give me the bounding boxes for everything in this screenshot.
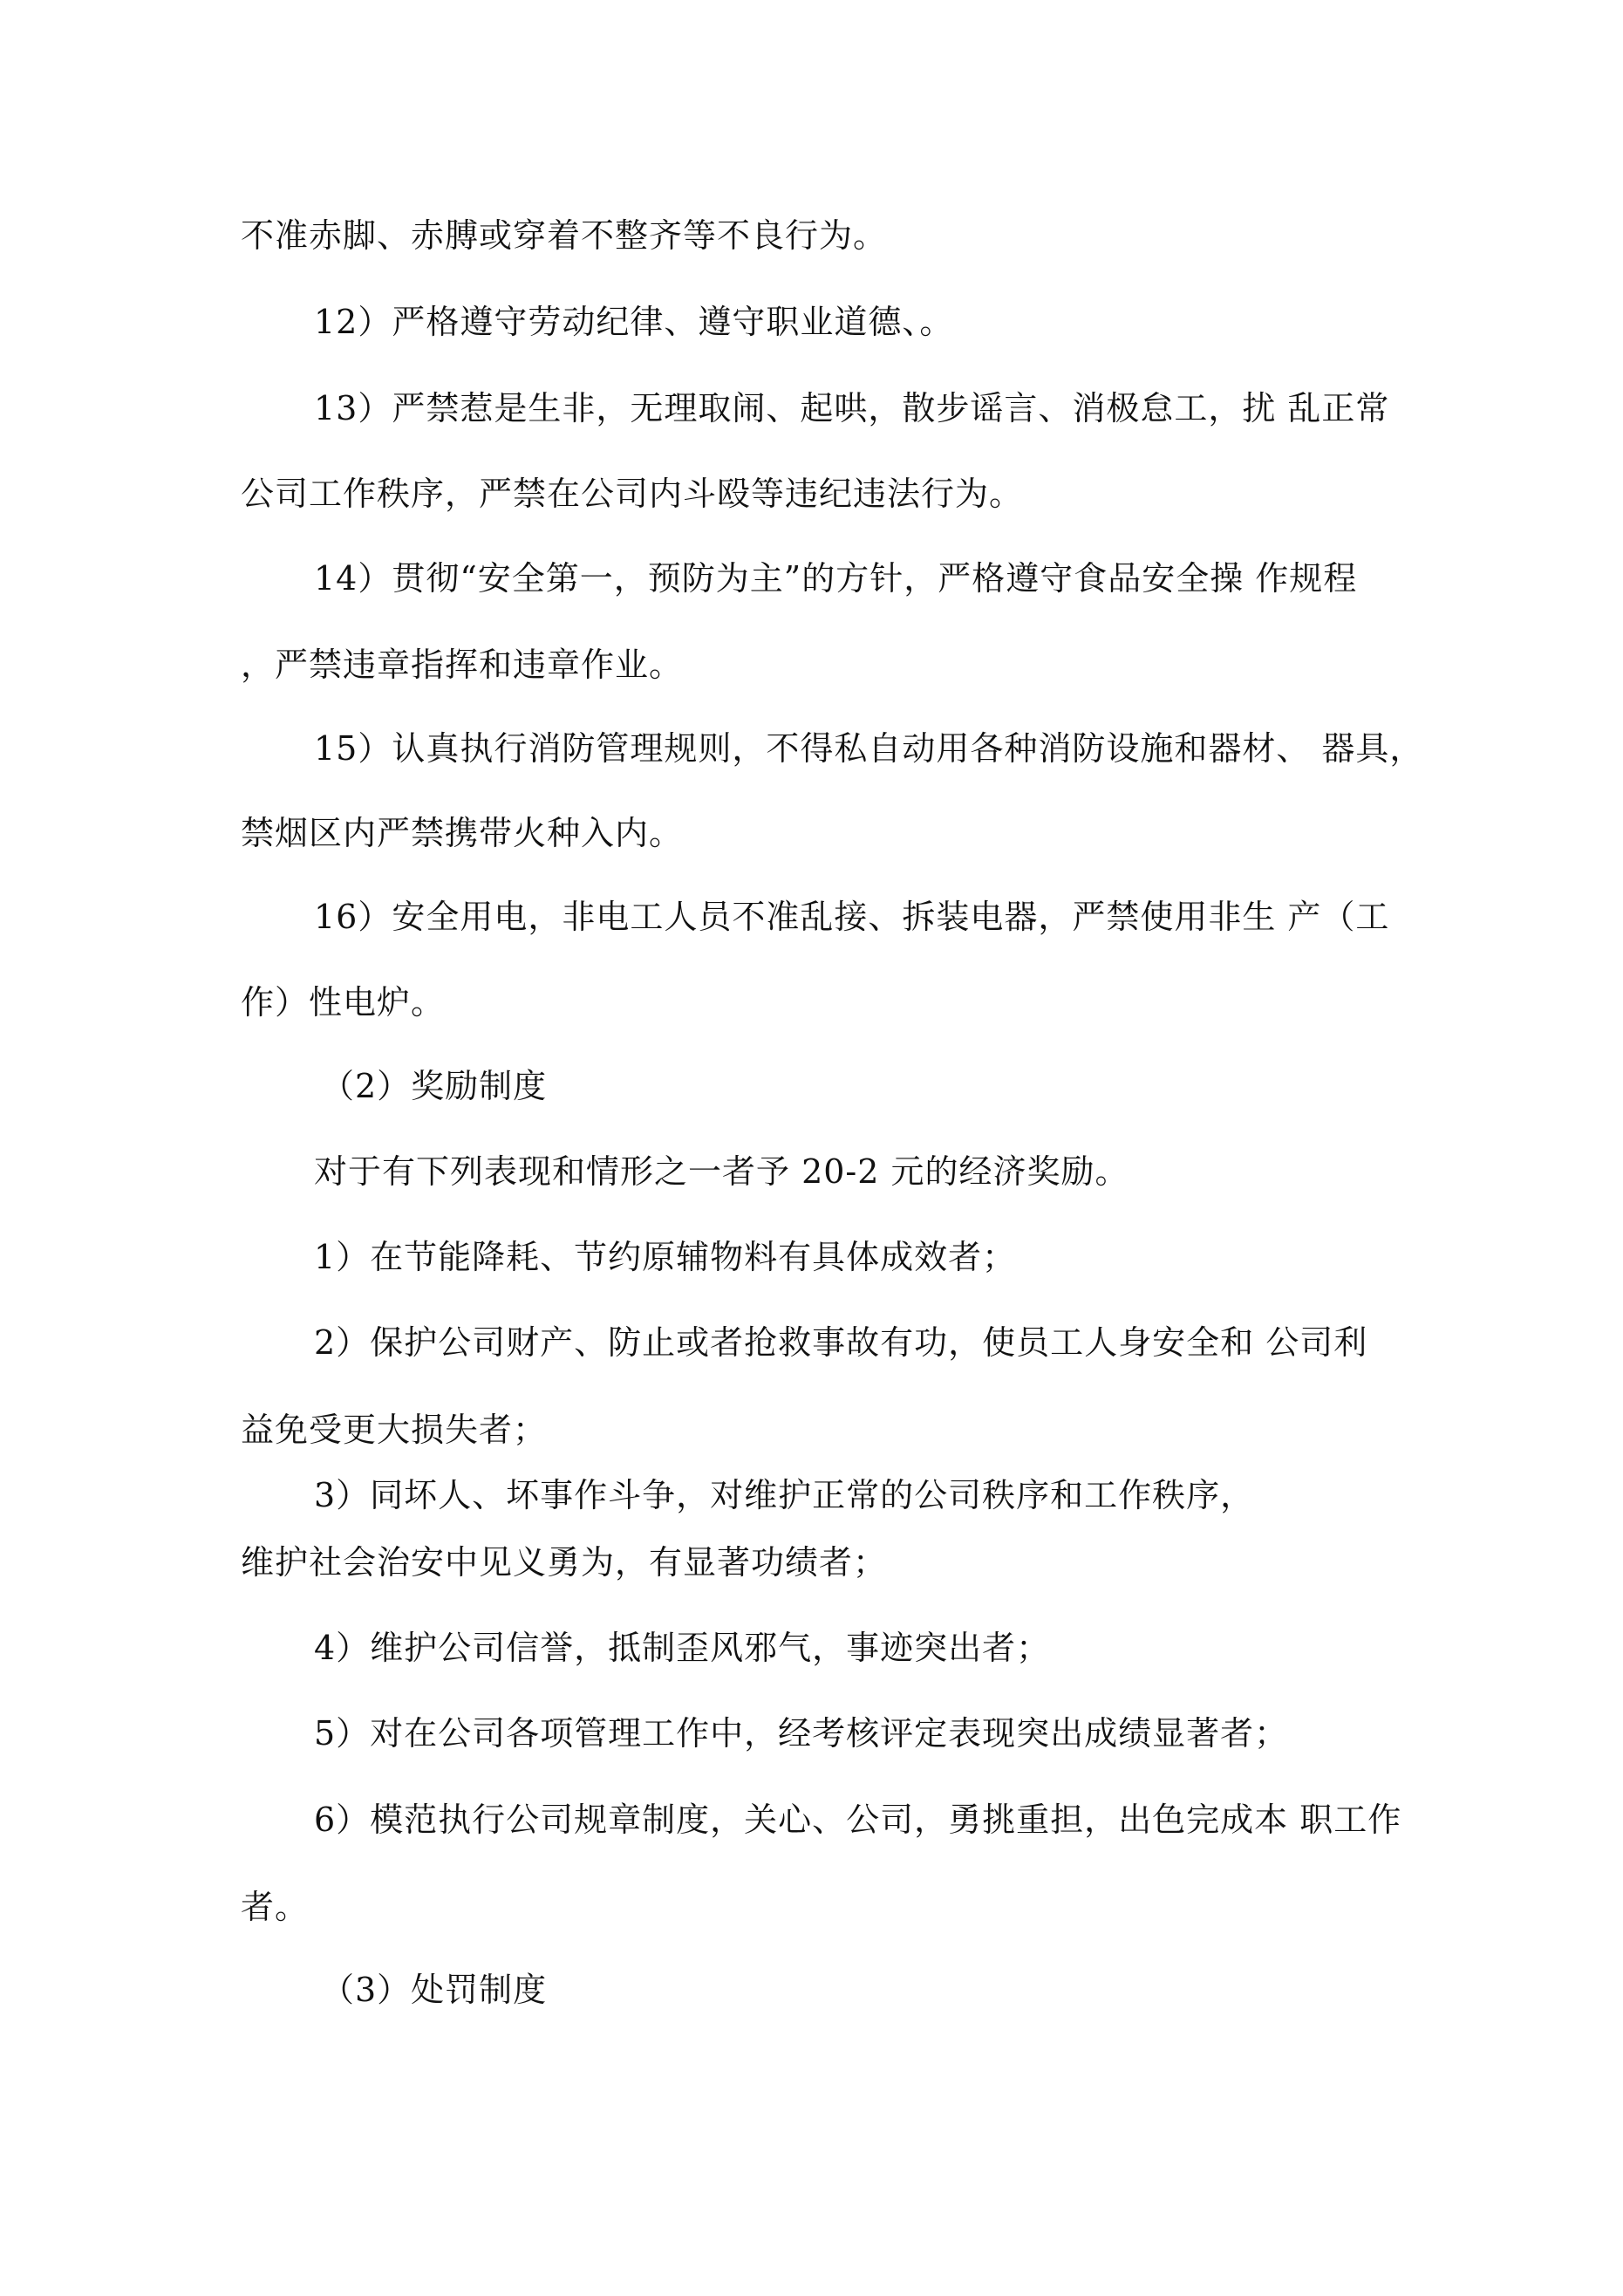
text-line-7: 15）认真执行消防管理规则，不得私自动用各种消防设施和器材、 器具， [314, 729, 1424, 768]
text-line-17: 维护社会治安中见义勇为，有显著功绩者； [241, 1543, 888, 1582]
text-line-1: 不准赤脚、赤膊或穿着不整齐等不良行为。 [241, 216, 888, 255]
text-line-19: 5）对在公司各项管理工作中，经考核评定表现突出成绩显著者； [314, 1714, 1289, 1753]
text-line-9: 16）安全用电，非电工人员不准乱接、拆装电器，严禁使用非生 产（工 [314, 898, 1390, 936]
text-line-12: 对于有下列表现和情形之一者予 20-2 元的经济奖励。 [314, 1152, 1129, 1191]
text-line-10: 作）性电炉。 [241, 983, 446, 1022]
section-heading-reward: （2）奖励制度 [321, 1067, 548, 1105]
text-line-3: 13）严禁惹是生非，无理取闹、起哄，散步谣言、消极怠工，扰 乱正常 [314, 389, 1390, 427]
text-line-6: ，严禁违章指挥和违章作业。 [241, 646, 684, 684]
text-line-2: 12）严格遵守劳动纪律、遵守职业道德、。 [314, 303, 954, 341]
text-line-15: 益免受更大损失者； [241, 1411, 548, 1449]
text-line-14: 2）保护公司财产、防止或者抢救事故有功，使员工人身安全和 公司利 [314, 1323, 1368, 1362]
text-line-18: 4）维护公司信誉，抵制歪风邪气，事迹突出者； [314, 1629, 1051, 1667]
text-line-13: 1）在节能降耗、节约原辅物料有具体成效者； [314, 1238, 1017, 1276]
text-line-4: 公司工作秩序，严禁在公司内斗殴等违纪违法行为。 [241, 475, 1024, 513]
section-heading-penalty: （3）处罚制度 [321, 1971, 548, 2009]
text-line-21: 者。 [241, 1888, 310, 1926]
text-line-5: 14）贯彻“安全第一，预防为主”的方针，严格遵守食品安全操 作规程 [314, 559, 1358, 598]
text-line-20: 6）模范执行公司规章制度，关心、公司，勇挑重担，出色完成本 职工作 [314, 1801, 1402, 1839]
text-line-8: 禁烟区内严禁携带火种入内。 [241, 814, 684, 852]
text-line-16: 3）同坏人、坏事作斗争，对维护正常的公司秩序和工作秩序， [314, 1476, 1255, 1514]
